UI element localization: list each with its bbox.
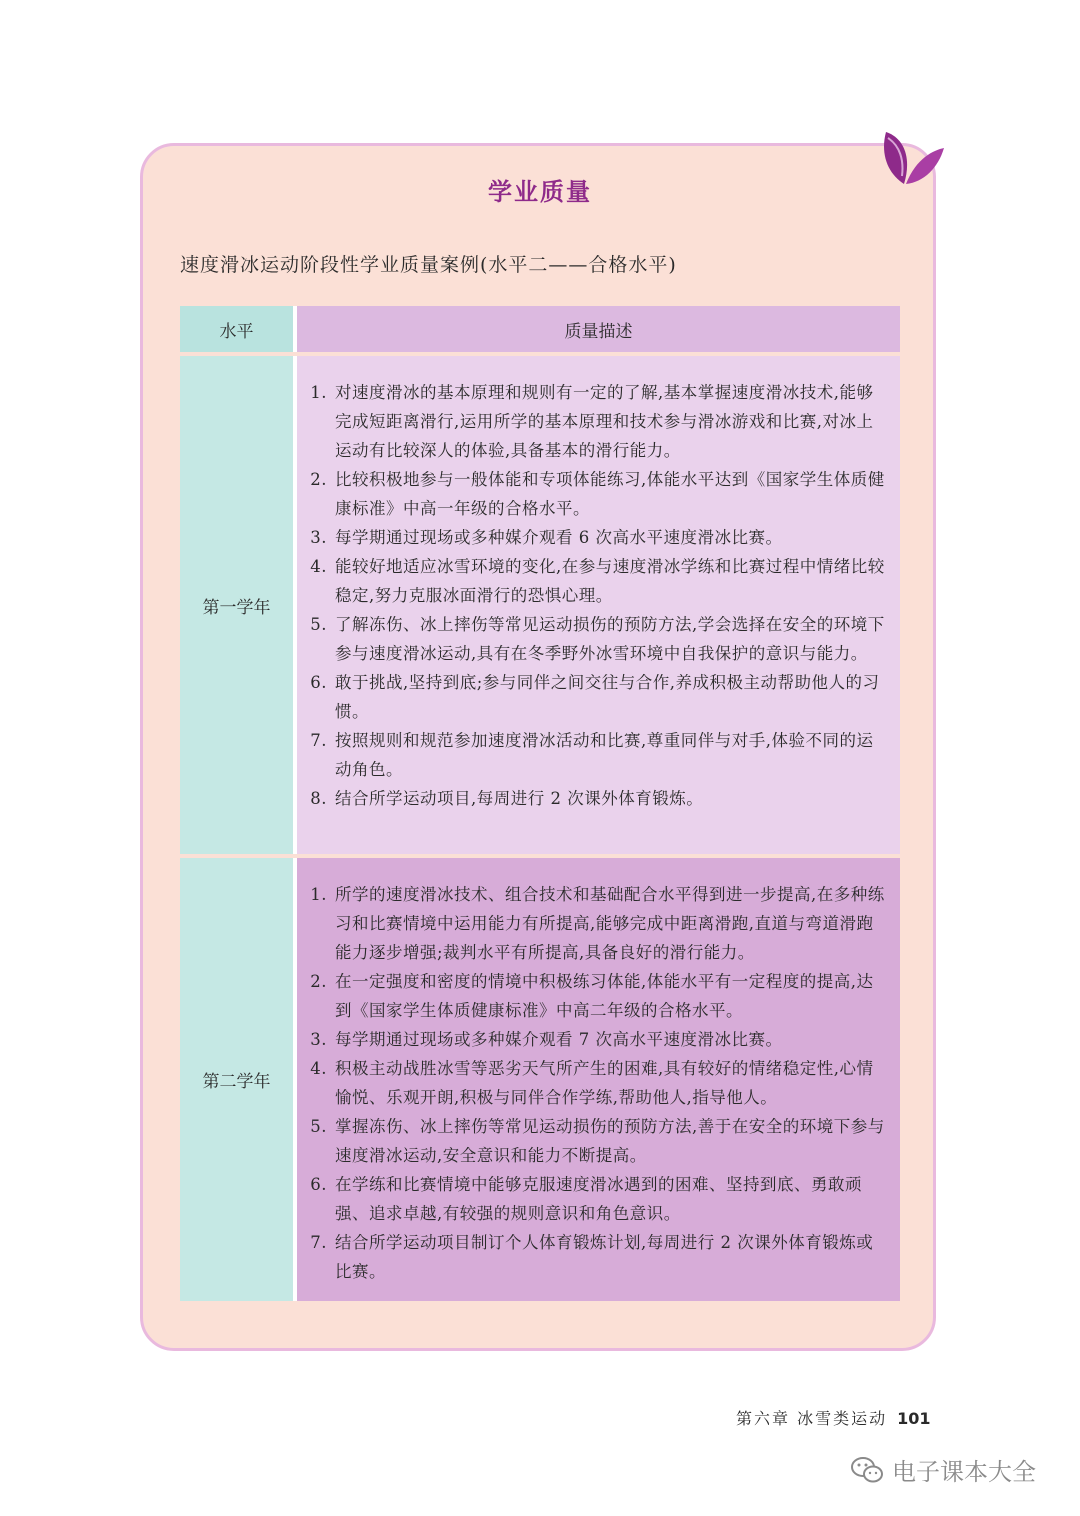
chapter-label: 第六章 冰雪类运动: [736, 1409, 888, 1428]
level-cell: 第一学年: [180, 356, 293, 854]
list-item: [307, 610, 890, 668]
list-item: [307, 668, 890, 726]
item-text: 按照规则和规范参加速度滑冰活动和比赛,尊重同伴与对手,体验不同的运动角色。: [335, 731, 874, 779]
list-item: [307, 726, 890, 784]
list-item: [307, 967, 890, 1025]
item-number: 2.: [310, 470, 327, 489]
item-text: 在一定强度和密度的情境中积极练习体能,体能水平有一定程度的提高,达到《国家学生体质健康标准》中高二年级的合格水平。: [335, 972, 874, 1020]
item-text: 对速度滑冰的基本原理和规则有一定的了解,基本掌握速度滑冰技术,能够完成短距离滑行,运用所学的基本原理和技术参与滑冰游戏和比赛,对冰上运动有比较深人的体验,具备基本的滑行能力。: [335, 383, 874, 460]
item-number: 1.: [310, 885, 327, 904]
page-number: 101: [897, 1409, 931, 1428]
item-text: 每学期通过现场或多种媒介观看 6 次高水平速度滑冰比赛。: [335, 528, 783, 547]
item-number: 7.: [310, 1233, 327, 1252]
level-cell: 第二学年: [180, 858, 293, 1301]
col-header-description: 质量描述: [297, 306, 900, 352]
item-number: 4.: [310, 557, 327, 576]
list-item: [307, 1170, 890, 1228]
watermark-text: 电子课本大全: [892, 1458, 1036, 1486]
wechat-icon: [850, 1455, 884, 1485]
item-number: 3.: [310, 1030, 327, 1049]
item-text: 敢于挑战,坚持到底;参与同伴之间交往与合作,养成积极主动帮助他人的习惯。: [335, 673, 880, 721]
item-number: 3.: [310, 528, 327, 547]
item-text: 结合所学运动项目制订个人体育锻炼计划,每周进行 2 次课外体育锻炼或比赛。: [335, 1233, 874, 1281]
item-number: 6.: [310, 1175, 327, 1194]
page-title: 学业质量: [488, 178, 592, 206]
item-text: 掌握冻伤、冰上摔伤等常见运动损伤的预防方法,善于在安全的环境下参与速度滑冰运动,安全意识和能力不断提高。: [335, 1117, 885, 1165]
table-caption: 速度滑冰运动阶段性学业质量案例(水平二——合格水平): [180, 254, 677, 276]
list-item: [307, 378, 890, 465]
item-number: 6.: [310, 673, 327, 692]
description-cell: [297, 356, 900, 854]
item-text: 在学练和比赛情境中能够克服速度滑冰遇到的困难、坚持到底、勇敢顽强、追求卓越,有较强的规则意识和角色意识。: [335, 1175, 862, 1223]
description-cell: [297, 858, 900, 1301]
list-item: [307, 552, 890, 610]
item-text: 积极主动战胜冰雪等恶劣天气所产生的困难,具有较好的情绪稳定性,心情愉悦、乐观开朗,积极与同伴合作学练,帮助他人,指导他人。: [335, 1059, 874, 1107]
item-text: 能较好地适应冰雪环境的变化,在参与速度滑冰学练和比赛过程中情绪比较稳定,努力克服冰面滑行的恐惧心理。: [335, 557, 885, 605]
list-item: [307, 465, 890, 523]
list-item: [307, 1025, 890, 1054]
item-list: [297, 858, 900, 1286]
item-text: 结合所学运动项目,每周进行 2 次课外体育锻炼。: [335, 789, 704, 808]
list-item: [307, 1112, 890, 1170]
list-item: [307, 880, 890, 967]
item-number: 1.: [310, 383, 327, 402]
item-number: 7.: [310, 731, 327, 750]
item-text: 比较积极地参与一般体能和专项体能练习,体能水平达到《国家学生体质健康标准》中高一年级的合格水平。: [335, 470, 885, 518]
list-item: [307, 1228, 890, 1286]
item-list: [297, 356, 900, 813]
col-header-level: 水平: [180, 306, 293, 352]
page-footer: [736, 1406, 931, 1429]
item-number: 5.: [310, 1117, 327, 1136]
item-text: 了解冻伤、冰上摔伤等常见运动损伤的预防方法,学会选择在安全的环境下参与速度滑冰运动,具有在冬季野外冰雪环境中自我保护的意识与能力。: [335, 615, 885, 663]
item-number: 2.: [310, 972, 327, 991]
list-item: [307, 1054, 890, 1112]
item-text: 每学期通过现场或多种媒介观看 7 次高水平速度滑冰比赛。: [335, 1030, 783, 1049]
watermark: [850, 1452, 1036, 1487]
item-text: 所学的速度滑冰技术、组合技术和基础配合水平得到进一步提高,在多种练习和比赛情境中运用能力有所提高,能够完成中距离滑跑,直道与弯道滑跑能力逐步增强;裁判水平有所提高,具备良好的滑行能力。: [335, 885, 885, 962]
item-number: 5.: [310, 615, 327, 634]
list-item: [307, 523, 890, 552]
item-number: 8.: [310, 789, 327, 808]
item-number: 4.: [310, 1059, 327, 1078]
list-item: [307, 784, 890, 813]
quality-table: [180, 306, 900, 1301]
